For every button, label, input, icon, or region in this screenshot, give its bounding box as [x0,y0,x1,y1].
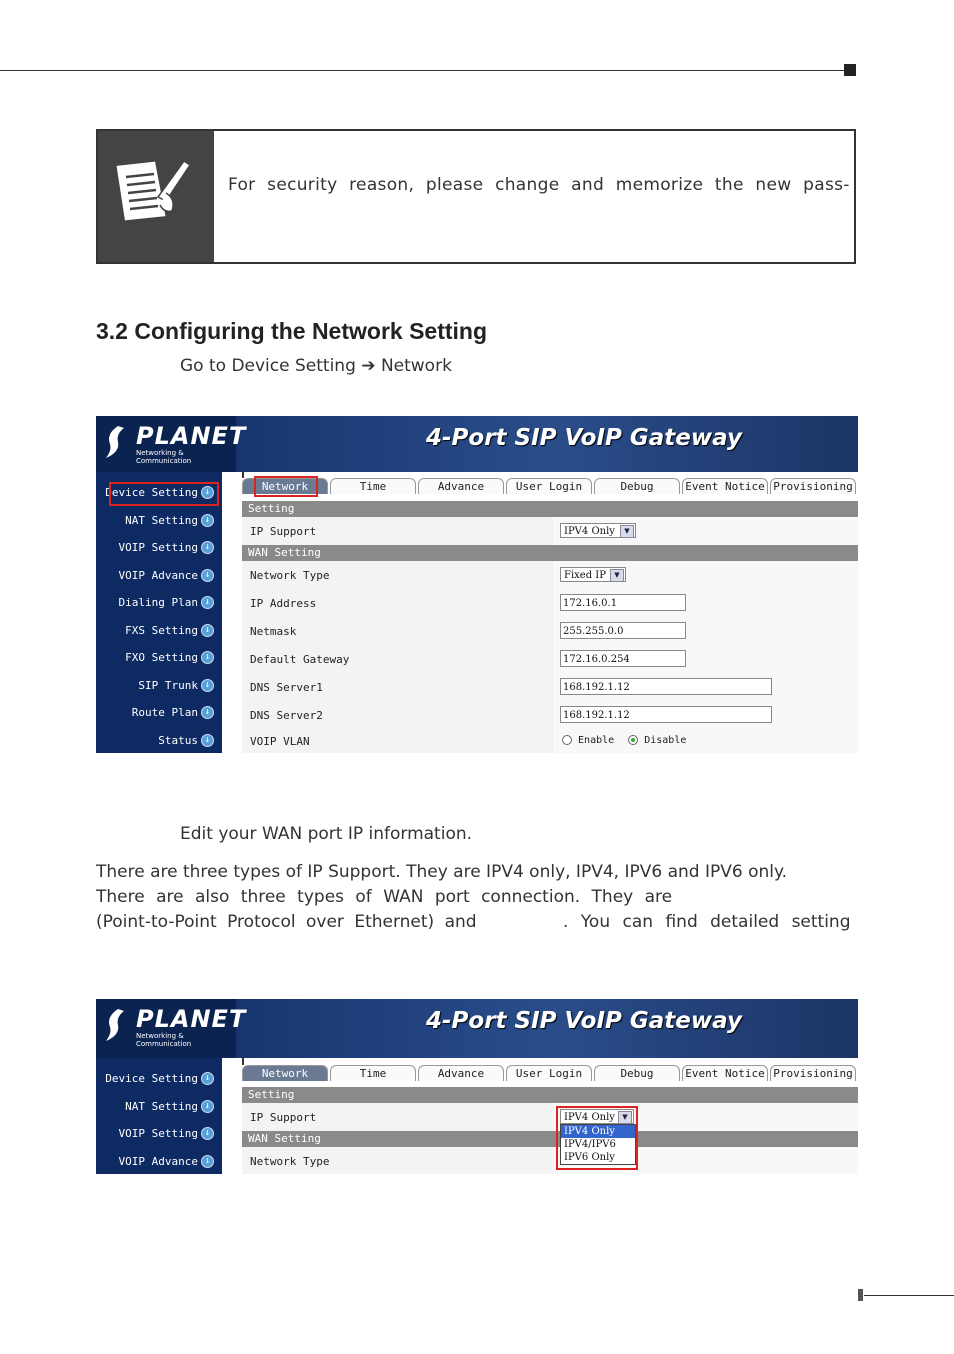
ip-support-value: IPV4 Only [564,1112,615,1123]
section-title: 3.2 Configuring the Network Setting [96,318,488,344]
tab-provisioning[interactable]: Provisioning [770,478,856,494]
screenshot-network-settings [96,416,858,753]
ip-support-value: IPV4 Only [564,526,615,537]
chevron-down-icon: ▼ [620,525,634,538]
row-divider [554,561,555,589]
tab-event-notice[interactable]: Event Notice [682,478,768,494]
setting-header: Setting [242,1087,858,1103]
row-divider [554,589,555,617]
sidebar-item-label: NAT Setting [125,514,198,527]
sidebar-item-voip-advance[interactable] [119,1155,214,1168]
dropdown-option-ipv4-only[interactable]: IPV4 Only [561,1125,635,1138]
tab-time[interactable]: Time [330,478,416,494]
logo-text: PLANET [136,1005,247,1033]
chevron-down-icon: ▼ [618,1111,632,1124]
sidebar-item-dialing-plan[interactable] [119,596,214,609]
arrow-down-circle-icon: ↓ [201,569,214,582]
label-default-gateway: Default Gateway [250,653,350,666]
tab-network[interactable]: Network [242,1065,328,1081]
tab-advance[interactable]: Advance [418,478,504,494]
screenshot-ip-support-dropdown [96,999,858,1174]
row-dns-server1 [242,673,858,702]
sidebar-item-label: VOIP Setting [118,1127,198,1140]
dropdown-option-ipv4-ipv6[interactable]: IPV4/IPV6 [564,1139,616,1150]
vlan-enable-radio[interactable] [562,735,572,745]
tab-network[interactable]: Network [242,478,328,494]
arrow-down-circle-icon: ↓ [201,486,214,499]
sidebar-item-device-setting[interactable] [105,1072,214,1085]
sidebar-item-route-plan[interactable] [132,706,214,719]
sidebar-item-nat-setting[interactable] [125,1100,214,1113]
row-divider [554,1147,555,1174]
sidebar-item-nat-setting[interactable] [125,514,214,527]
arrow-down-circle-icon: ↓ [201,706,214,719]
header-rule [0,70,848,71]
sidebar-item-sip-trunk[interactable] [138,679,214,692]
sidebar-item-fxs-setting[interactable] [125,624,214,637]
row-dns-server2 [242,701,858,730]
tab-time[interactable]: Time [330,1065,416,1081]
setting-header: Setting [242,501,858,517]
sidebar-item-label: Dialing Plan [118,596,198,609]
row-divider [554,645,555,673]
product-title: 4-Port SIP VoIP Gateway [426,1008,742,1034]
label-network-type: Network Type [250,569,330,582]
nav-path [180,356,452,376]
arrow-down-circle-icon: ↓ [201,596,214,609]
note-pen-icon [114,153,194,223]
sidebar-item-voip-setting[interactable] [119,1127,214,1140]
chevron-down-icon: ▼ [610,569,624,582]
nav-arrow-icon: ➔ [361,356,376,376]
sidebar-item-fxo-setting[interactable] [125,651,214,664]
app-banner [96,416,858,472]
sidebar-item-voip-setting[interactable] [119,541,214,554]
tab-bar [242,478,858,494]
sidebar-item-label: VOIP Setting [118,541,198,554]
dropdown-option-ipv6-only[interactable]: IPV6 Only [564,1152,615,1163]
row-divider [554,1103,555,1131]
sidebar-item-voip-advance[interactable] [119,569,214,582]
logo-area [96,999,247,1058]
network-type-value: Fixed IP [564,570,606,581]
row-voip-vlan [242,729,858,753]
row-netmask [242,617,858,646]
arrow-down-circle-icon: ↓ [201,514,214,527]
paragraph-line3b: . You can find detailed setting [563,912,851,932]
row-divider [554,517,555,545]
highlight-ip-support-dropdown [556,1106,638,1170]
content-panel [242,1065,858,1174]
vlan-disable-radio[interactable] [628,735,638,745]
logo-subtext: Networking & Communication [136,1032,192,1048]
row-ip-support [242,1103,858,1132]
label-dns-server1: DNS Server1 [250,681,323,694]
footer-rule [864,1295,954,1296]
planet-logo-icon [102,1007,128,1043]
row-divider [554,701,555,729]
product-title: 4-Port SIP VoIP Gateway [426,425,742,451]
sidebar-item-label: Route Plan [131,706,198,719]
arrow-down-circle-icon: ↓ [201,1155,214,1168]
dns-server1-input[interactable]: 168.192.1.12 [560,678,772,695]
header-square-marker [844,64,856,76]
highlight-network-tab [254,476,318,497]
ip-address-input[interactable]: 172.16.0.1 [560,594,686,611]
sidebar-item-status[interactable] [158,734,214,747]
sidebar [96,472,222,753]
logo-area [96,416,247,472]
row-network-type [242,561,858,590]
vlan-disable-label: Disable [644,735,687,746]
wan-setting-header: WAN Setting [242,545,858,561]
content-panel [242,478,858,753]
row-ip-address [242,589,858,618]
label-netmask: Netmask [250,625,297,638]
sidebar-gap [222,472,242,753]
nav-path-prefix: Go to Device Setting [180,356,356,376]
sidebar [96,1058,222,1174]
tab-user-login[interactable]: User Login [506,1065,592,1081]
row-divider [554,729,555,753]
sidebar-item-label: VOIP Advance [118,569,198,582]
logo-subtext: Networking & Communication [136,449,192,465]
tab-event-notice[interactable]: Event Notice [682,1065,768,1081]
label-ip-support: IP Support [250,1111,317,1124]
netmask-input[interactable]: 255.255.0.0 [560,622,686,639]
row-network-type [242,1147,858,1174]
note-box [96,129,856,264]
planet-logo-icon [102,424,128,460]
footer-tick-marker [858,1289,863,1301]
paragraph-line3a: (Point-to-Point Protocol over Ethernet) and [96,912,477,932]
arrow-down-circle-icon: ↓ [201,1127,214,1140]
arrow-down-circle-icon: ↓ [201,651,214,664]
paragraph-line1: There are three types of IP Support. They are IPV4 only, IPV4, IPV6 and IPV6 only. [96,862,788,882]
note-text: For security reason, please change and memorize the new pass- [228,175,850,195]
nav-path-target: Network [380,356,452,376]
arrow-down-circle-icon: ↓ [201,1100,214,1113]
sidebar-item-label: VOIP Advance [118,1155,198,1168]
app-banner [96,999,858,1058]
vlan-enable-label: Enable [578,735,615,746]
edit-wan-text: Edit your WAN port IP information. [180,824,473,844]
wan-setting-header: WAN Setting [242,1131,858,1147]
sidebar-item-label: FXO Setting [125,651,198,664]
row-default-gateway [242,645,858,674]
tab-user-login[interactable]: User Login [506,478,592,494]
sidebar-gap [222,1058,242,1174]
arrow-down-circle-icon: ↓ [201,624,214,637]
note-icon-cell [98,131,214,262]
sidebar-item-label: NAT Setting [125,1100,198,1113]
network-type-select[interactable] [560,567,626,582]
tab-advance[interactable]: Advance [418,1065,504,1081]
sidebar-item-label: Device Setting [105,486,198,499]
logo-text: PLANET [136,422,247,450]
label-network-type: Network Type [250,1155,330,1168]
highlight-device-setting [109,482,219,506]
arrow-down-circle-icon: ↓ [201,679,214,692]
sidebar-item-label: SIP Trunk [138,679,198,692]
tab-bar [242,1065,858,1081]
dns-server2-input[interactable]: 168.192.1.12 [560,706,772,723]
arrow-down-circle-icon: ↓ [201,734,214,747]
row-divider [554,617,555,645]
label-voip-vlan: VOIP VLAN [250,735,310,748]
sidebar-item-label: Device Setting [105,1072,198,1085]
arrow-down-circle-icon: ↓ [201,1072,214,1085]
ip-support-select[interactable] [560,523,636,538]
sidebar-item-label: Status [158,734,198,747]
default-gateway-input[interactable]: 172.16.0.254 [560,650,686,667]
row-divider [554,673,555,701]
arrow-down-circle-icon: ↓ [201,541,214,554]
label-ip-support: IP Support [250,525,317,538]
tab-debug[interactable]: Debug [594,1065,680,1081]
tab-debug[interactable]: Debug [594,478,680,494]
label-ip-address: IP Address [250,597,317,610]
tab-provisioning[interactable]: Provisioning [770,1065,856,1081]
vlan-radio-group [562,735,686,746]
sidebar-item-label: FXS Setting [125,624,198,637]
label-dns-server2: DNS Server2 [250,709,323,722]
row-ip-support [242,517,858,546]
paragraph-line2: There are also three types of WAN port connection. They are [96,887,673,907]
